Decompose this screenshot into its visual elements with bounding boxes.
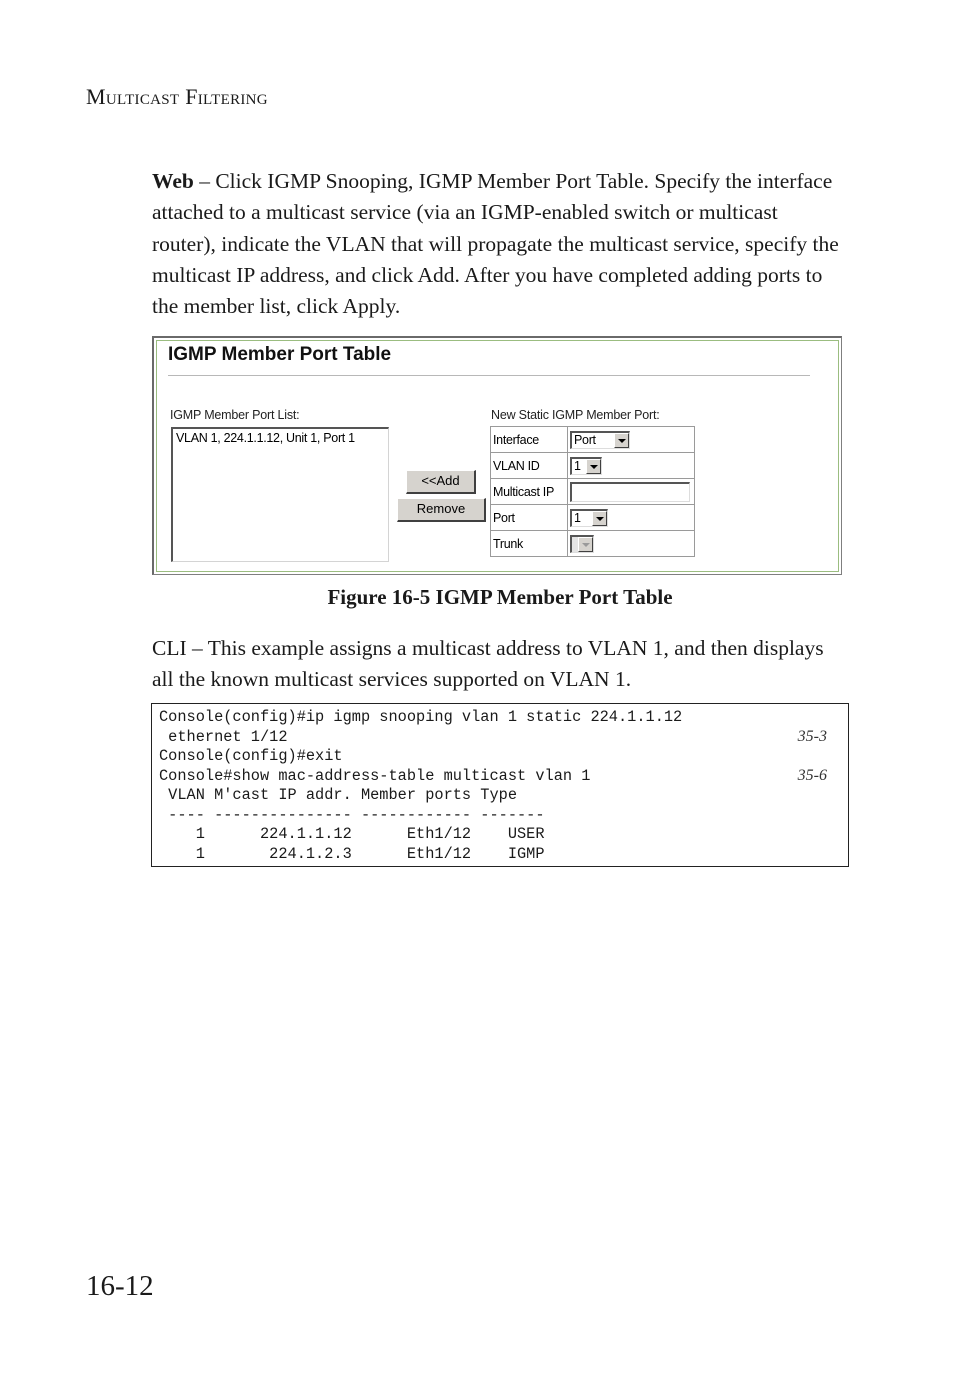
- web-text: – Click IGMP Snooping, IGMP Member Port Table. Specify the interface attached to a multicast service (via an IGMP-enabled switch or multicast router), indicate the VLAN that will propagate the multicast service, specify the multicast IP address, and click Add. After you have completed adding ports to the member list, click Apply.: [152, 169, 839, 319]
- cli-text: Console(config)#ip igmp snooping vlan 1 static 224.1.1.12: [159, 708, 683, 726]
- cli-line: [159, 708, 827, 728]
- port-select[interactable]: [570, 509, 608, 527]
- page-number: 16-12: [86, 1270, 154, 1302]
- cli-text: 1 224.1.2.3 Eth1/12 IGMP: [159, 844, 545, 863]
- vlan-id-value: 1: [574, 458, 581, 473]
- chevron-down-icon[interactable]: [592, 511, 607, 526]
- title-divider: [168, 375, 810, 376]
- cli-line: [159, 786, 827, 806]
- new-static-member-port-label: New Static IGMP Member Port:: [491, 408, 660, 422]
- interface-select[interactable]: [570, 431, 630, 449]
- cli-reference: 35-6: [797, 766, 827, 784]
- port-label: Port: [491, 505, 568, 531]
- cli-line: [159, 806, 827, 826]
- vlan-id-row: [491, 453, 695, 479]
- cli-reference: 35-3: [797, 727, 827, 745]
- web-instructions-paragraph: [152, 166, 842, 322]
- add-button[interactable]: <<Add: [406, 470, 476, 494]
- cli-text: VLAN M'cast IP addr. Member ports Type: [159, 786, 518, 804]
- running-head-initial-1: M: [86, 84, 106, 109]
- trunk-label: Trunk: [491, 531, 568, 557]
- cli-example-box: [151, 703, 849, 867]
- cli-instructions-paragraph: CLI – This example assigns a multicast address to VLAN 1, and then displays all the known multicast services supported on VLAN 1.: [152, 636, 824, 692]
- multicast-ip-row: [491, 479, 695, 505]
- cli-line: [159, 728, 827, 748]
- chevron-down-icon[interactable]: [586, 459, 601, 474]
- multicast-ip-input[interactable]: [570, 482, 690, 502]
- cli-text: ethernet 1/12: [159, 727, 288, 746]
- running-head-rest-2: ILTERING: [197, 92, 268, 108]
- cli-line: [159, 747, 827, 767]
- remove-button[interactable]: Remove: [397, 498, 486, 522]
- screenshot-title: IGMP Member Port Table: [168, 344, 392, 365]
- vlan-id-select[interactable]: [570, 457, 602, 475]
- chevron-down-icon[interactable]: [614, 433, 629, 448]
- web-lead: Web: [152, 169, 194, 193]
- member-port-list-label: IGMP Member Port List:: [170, 408, 300, 422]
- new-member-port-form: [490, 426, 695, 557]
- interface-value: Port: [574, 432, 596, 447]
- cli-line: [159, 845, 827, 865]
- trunk-select[interactable]: [570, 535, 594, 553]
- trunk-row: [491, 531, 695, 557]
- igmp-member-port-table-screenshot: [152, 336, 842, 575]
- vlan-id-label: VLAN ID: [491, 453, 568, 479]
- port-value: 1: [574, 510, 581, 525]
- running-head: [86, 84, 268, 110]
- interface-label: Interface: [491, 427, 568, 453]
- cli-line: [159, 767, 827, 787]
- cli-text: 1 224.1.1.12 Eth1/12 USER: [159, 825, 545, 843]
- running-head-initial-2: F: [185, 84, 198, 109]
- multicast-ip-label: Multicast IP: [491, 479, 568, 505]
- cli-text: ---- --------------- ------------ -------: [159, 805, 545, 824]
- cli-text: Console(config)#exit: [159, 747, 343, 765]
- running-head-rest-1: ULTICAST: [105, 92, 180, 108]
- list-item[interactable]: VLAN 1, 224.1.1.12, Unit 1, Port 1: [176, 431, 355, 445]
- cli-line: [159, 825, 827, 845]
- chevron-down-icon[interactable]: [578, 537, 593, 552]
- interface-row: [491, 427, 695, 453]
- port-row: [491, 505, 695, 531]
- figure-caption: Figure 16-5 IGMP Member Port Table: [327, 585, 673, 609]
- member-port-listbox[interactable]: [171, 427, 389, 562]
- cli-text: Console#show mac-address-table multicast vlan 1: [159, 766, 591, 785]
